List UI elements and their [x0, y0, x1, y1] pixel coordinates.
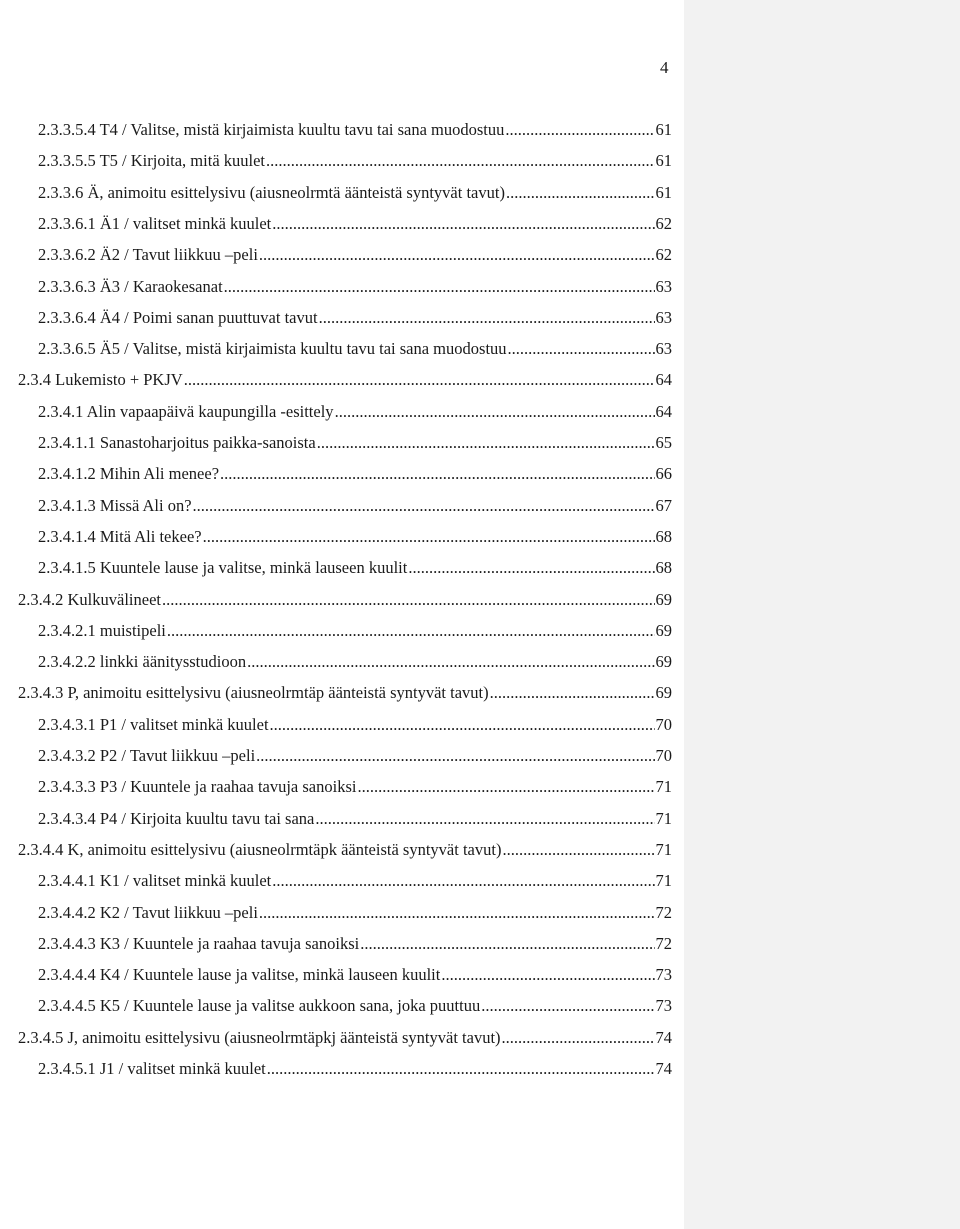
- toc-entry-page: 69: [655, 652, 672, 671]
- toc-entry-title: 2.3.4.3.4 P4 / Kirjoita kuultu tavu tai sana: [38, 809, 315, 828]
- toc-entry[interactable]: [38, 183, 672, 203]
- toc-entry-title: 2.3.4.4.4 K4 / Kuuntele lause ja valitse, minkä lauseen kuulit: [38, 965, 441, 984]
- toc-entry[interactable]: [38, 402, 672, 422]
- toc-entry-title: 2.3.4.1.3 Missä Ali on?: [38, 496, 192, 515]
- toc-entry-page: 71: [655, 871, 672, 890]
- toc-entry[interactable]: [38, 245, 672, 265]
- toc-entry[interactable]: [18, 370, 672, 390]
- toc-entry-title: 2.3.4.1.1 Sanastoharjoitus paikka-sanoista: [38, 433, 316, 452]
- toc-dot-leader: [259, 903, 655, 923]
- toc-entry-page: 62: [655, 245, 672, 264]
- toc-entry-title: 2.3.4.2 Kulkuvälineet: [18, 590, 161, 609]
- toc-entry-page: 61: [655, 120, 672, 139]
- toc-dot-leader: [502, 1028, 655, 1048]
- toc-entry-title: 2.3.4.4.1 K1 / valitset minkä kuulet: [38, 871, 272, 890]
- toc-entry-page: 69: [655, 590, 672, 609]
- toc-entry-title: 2.3.3.6 Ä, animoitu esittelysivu (aiusneolrmtä äänteistä syntyvät tavut): [38, 183, 505, 202]
- toc-entry-title: 2.3.4.1.5 Kuuntele lause ja valitse, minkä lauseen kuulit: [38, 558, 408, 577]
- toc-entry-page: 65: [655, 433, 672, 452]
- toc-dot-leader: [441, 965, 654, 985]
- toc-dot-leader: [505, 120, 654, 140]
- toc-dot-leader: [272, 214, 654, 234]
- toc-entry-page: 73: [655, 996, 672, 1015]
- toc-entry-page: 63: [655, 339, 672, 358]
- toc-entry-page: 63: [655, 308, 672, 327]
- toc-entry[interactable]: [38, 433, 672, 453]
- toc-entry[interactable]: [38, 527, 672, 547]
- toc-entry-title: 2.3.4.1.4 Mitä Ali tekee?: [38, 527, 202, 546]
- toc-dot-leader: [408, 558, 654, 578]
- toc-entry[interactable]: [38, 777, 672, 797]
- toc-entry[interactable]: [18, 840, 672, 860]
- toc-dot-leader: [184, 370, 655, 390]
- comment-margin: [684, 0, 960, 1229]
- toc-entry-page: 63: [655, 277, 672, 296]
- toc-entry[interactable]: [38, 746, 672, 766]
- toc-entry-title: 2.3.4.1.2 Mihin Ali menee?: [38, 464, 220, 483]
- toc-entry-title: 2.3.4.3.3 P3 / Kuuntele ja raahaa tavuja sanoiksi: [38, 777, 357, 796]
- toc-entry-page: 70: [655, 715, 672, 734]
- toc-entry-page: 72: [655, 903, 672, 922]
- toc-entry[interactable]: [38, 308, 672, 328]
- toc-entry-title: 2.3.3.6.4 Ä4 / Poimi sanan puuttuvat tavut: [38, 308, 318, 327]
- toc-entry[interactable]: [38, 151, 672, 171]
- toc-entry-title: 2.3.4.2.2 linkki äänitysstudioon: [38, 652, 247, 671]
- toc-entry-title: 2.3.3.5.4 T4 / Valitse, mistä kirjaimista kuultu tavu tai sana muodostuu: [38, 120, 505, 139]
- toc-entry-title: 2.3.3.6.5 Ä5 / Valitse, mistä kirjaimista kuultu tavu tai sana muodostuu: [38, 339, 507, 358]
- toc-entry-title: 2.3.4 Lukemisto + PKJV: [18, 370, 183, 389]
- toc-dot-leader: [317, 433, 655, 453]
- toc-dot-leader: [506, 183, 655, 203]
- toc-entry-page: 71: [655, 777, 672, 796]
- toc-dot-leader: [502, 840, 654, 860]
- toc-entry-page: 72: [655, 934, 672, 953]
- toc-entry-title: 2.3.4.3.1 P1 / valitset minkä kuulet: [38, 715, 269, 734]
- toc-entry-title: 2.3.4.4 K, animoitu esittelysivu (aiusneolrmtäpk äänteistä syntyvät tavut): [18, 840, 502, 859]
- toc-entry[interactable]: [38, 496, 672, 516]
- toc-entry[interactable]: [38, 809, 672, 829]
- toc-entry-title: 2.3.3.5.5 T5 / Kirjoita, mitä kuulet: [38, 151, 266, 170]
- toc-dot-leader: [247, 652, 654, 672]
- toc-entry[interactable]: [18, 590, 672, 610]
- toc-entry[interactable]: [18, 683, 672, 703]
- toc-entry-title: 2.3.3.6.1 Ä1 / valitset minkä kuulet: [38, 214, 272, 233]
- toc-dot-leader: [193, 496, 655, 516]
- toc-entry-page: 68: [655, 527, 672, 546]
- toc-entry-page: 67: [655, 496, 672, 515]
- toc-entry[interactable]: [38, 621, 672, 641]
- toc-entry-page: 61: [655, 151, 672, 170]
- toc-dot-leader: [203, 527, 655, 547]
- toc-entry[interactable]: [38, 903, 672, 923]
- toc-entry-title: 2.3.4.4.3 K3 / Kuuntele ja raahaa tavuja sanoiksi: [38, 934, 360, 953]
- toc-dot-leader: [360, 934, 654, 954]
- toc-dot-leader: [508, 339, 655, 359]
- toc-entry-page: 71: [655, 840, 672, 859]
- toc-entry-page: 64: [655, 402, 672, 421]
- toc-entry-page: 74: [655, 1028, 672, 1047]
- toc-entry[interactable]: [38, 339, 672, 359]
- toc-entry-title: 2.3.3.6.2 Ä2 / Tavut liikkuu –peli: [38, 245, 258, 264]
- toc-entry-page: 68: [655, 558, 672, 577]
- toc-entry-title: 2.3.4.4.2 K2 / Tavut liikkuu –peli: [38, 903, 258, 922]
- toc-dot-leader: [256, 746, 654, 766]
- toc-entry[interactable]: [38, 965, 672, 985]
- toc-entry-page: 73: [655, 965, 672, 984]
- toc-dot-leader: [162, 590, 655, 610]
- toc-entry[interactable]: [38, 996, 672, 1016]
- toc-entry-title: 2.3.4.5.1 J1 / valitset minkä kuulet: [38, 1059, 266, 1078]
- toc-entry[interactable]: [38, 934, 672, 954]
- toc-dot-leader: [270, 715, 655, 735]
- toc-entry-title: 2.3.4.4.5 K5 / Kuuntele lause ja valitse aukkoon sana, joka puuttuu: [38, 996, 481, 1015]
- toc-dot-leader: [357, 777, 654, 797]
- toc-entry-page: 66: [655, 464, 672, 483]
- page-number: 4: [660, 58, 669, 77]
- toc-entry[interactable]: [38, 558, 672, 578]
- toc-dot-leader: [220, 464, 654, 484]
- toc-entry[interactable]: [38, 464, 672, 484]
- toc-entry-title: 2.3.4.1 Alin vapaapäivä kaupungilla -esittely: [38, 402, 334, 421]
- toc-entry-page: 64: [655, 370, 672, 389]
- toc-entry-title: 2.3.3.6.3 Ä3 / Karaokesanat: [38, 277, 223, 296]
- toc-dot-leader: [224, 277, 655, 297]
- toc-dot-leader: [266, 151, 654, 171]
- toc-entry-title: 2.3.4.3.2 P2 / Tavut liikkuu –peli: [38, 746, 256, 765]
- toc-entry-page: 62: [655, 214, 672, 233]
- toc-entry-title: 2.3.4.5 J, animoitu esittelysivu (aiusneolrmtäpkj äänteistä syntyvät tavut): [18, 1028, 501, 1047]
- toc-dot-leader: [272, 871, 654, 891]
- toc-entry[interactable]: [38, 652, 672, 672]
- toc-entry-title: 2.3.4.2.1 muistipeli: [38, 621, 166, 640]
- toc-dot-leader: [335, 402, 655, 422]
- toc-entry[interactable]: [38, 120, 672, 140]
- toc-dot-leader: [319, 308, 655, 328]
- toc-entry[interactable]: [38, 1059, 672, 1079]
- toc-entry-page: 61: [655, 183, 672, 202]
- toc-entry[interactable]: [38, 214, 672, 234]
- toc-dot-leader: [259, 245, 655, 265]
- toc-entry-page: 70: [655, 746, 672, 765]
- toc-entry[interactable]: [18, 1028, 672, 1048]
- toc-dot-leader: [167, 621, 655, 641]
- toc-entry[interactable]: [38, 715, 672, 735]
- toc-dot-leader: [481, 996, 654, 1016]
- toc-dot-leader: [490, 683, 655, 703]
- toc-entry[interactable]: [38, 871, 672, 891]
- toc-entry[interactable]: [38, 277, 672, 297]
- toc-entry-page: 71: [655, 809, 672, 828]
- toc-dot-leader: [267, 1059, 655, 1079]
- toc-dot-leader: [315, 809, 654, 829]
- toc-entry-title: 2.3.4.3 P, animoitu esittelysivu (aiusneolrmtäp äänteistä syntyvät tavut): [18, 683, 489, 702]
- toc-entry-page: 69: [655, 683, 672, 702]
- toc-entry-page: 74: [655, 1059, 672, 1078]
- toc-entry-page: 69: [655, 621, 672, 640]
